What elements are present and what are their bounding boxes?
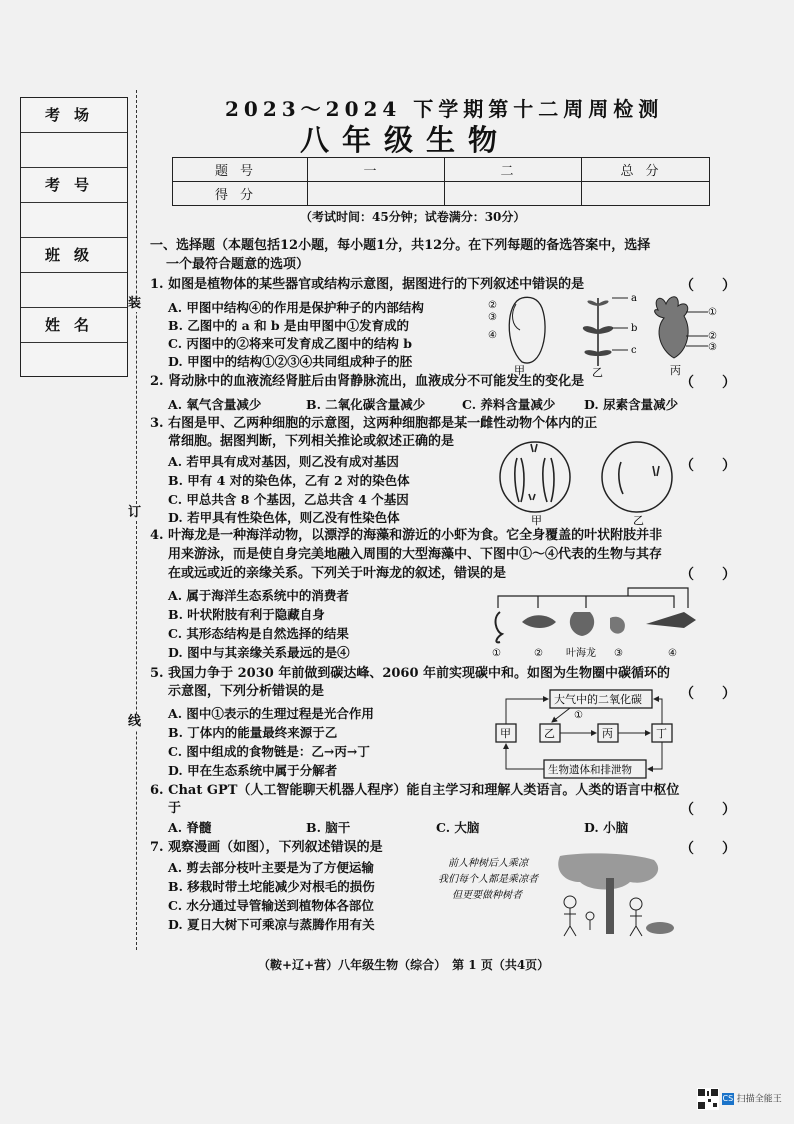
info-label-class: 班级: [21, 238, 127, 273]
q5-box-remains: 生物遗体和排泄物: [548, 764, 632, 776]
exam-info: （考试时间：45分钟；试卷满分：30分）: [300, 210, 526, 224]
q5-stem-line2: 示意图，下列分析错误的是: [168, 684, 325, 699]
score-cell-part2[interactable]: [445, 182, 582, 206]
qr-code-icon: [697, 1088, 719, 1110]
score-table: [172, 157, 710, 206]
q7-answer-paren[interactable]: （ ）: [680, 841, 736, 857]
q7-option-a: A. 剪去部分枝叶主要是为了方便运输: [168, 860, 374, 875]
q1-label-yi: 乙: [592, 366, 603, 379]
q3-option-c: C. 甲总共含 8 个基因，乙总共含 4 个基因: [168, 492, 409, 507]
q5-figure: [490, 688, 700, 784]
q1-figure: [486, 290, 726, 380]
q1-option-a: A. 甲图中结构④的作用是保护种子的内部结构: [168, 300, 424, 315]
q5-answer-paren[interactable]: （ ）: [680, 686, 736, 702]
q5-box-jia: 甲: [500, 727, 511, 740]
subject-title: 八年级生物: [300, 123, 511, 157]
q6-option-c: C. 大脑: [436, 820, 480, 835]
score-cell-part1[interactable]: [308, 182, 445, 206]
binding-mark-xian: 线: [128, 714, 142, 729]
q7-caption-line3: 但更要做种树者: [452, 890, 522, 901]
q2-option-b: B. 二氧化碳含量减少: [306, 397, 426, 412]
q6-stem-line2: 于: [168, 801, 182, 816]
q1-label-3-right: ③: [708, 342, 717, 353]
cs-icon: CS: [722, 1094, 734, 1103]
q2-stem: 2. 肾动脉中的血液流经肾脏后由肾静脉流出，血液成分不可能发生的变化是: [150, 374, 585, 389]
q7-stem: 7. 观察漫画（如图），下列叙述错误的是: [150, 840, 383, 855]
q4-option-d: D. 图中与其亲缘关系最远的是④: [168, 645, 350, 660]
q6-answer-paren[interactable]: （ ）: [680, 802, 736, 818]
score-row-label: 得分: [173, 182, 308, 206]
q3-answer-paren[interactable]: （ ）: [680, 458, 736, 474]
q4-option-b: B. 叶状附肢有利于隐藏自身: [168, 607, 325, 622]
q3-figure: [495, 440, 695, 526]
q7-option-b: B. 移栽时带土坨能减少对根毛的损伤: [168, 879, 375, 894]
info-field-exam-number[interactable]: [21, 203, 127, 238]
q3-label-jia: 甲: [531, 514, 542, 526]
score-header-total: 总分: [582, 158, 710, 182]
q3-stem-line2: 常细胞。据图判断，下列相关推论或叙述正确的是: [168, 434, 455, 449]
binding-mark-zhuang: 装: [128, 296, 142, 311]
q4-label-4: ④: [668, 648, 677, 659]
q1-option-b: B. 乙图中的 a 和 b 是由甲图中①发育成的: [168, 318, 410, 333]
q1-label-c: c: [631, 345, 637, 356]
q5-option-c: C. 图中组成的食物链是：乙→丙→丁: [168, 744, 370, 759]
q1-label-3: ③: [488, 312, 497, 323]
score-header-part2: 二: [445, 158, 582, 182]
q6-option-d: D. 小脑: [584, 820, 629, 835]
q7-caption-line2: 我们每个人都是乘凉者: [438, 874, 538, 885]
q5-option-b: B. 丁体内的能量最终来源于乙: [168, 725, 338, 740]
q1-stem: 1. 如图是植物体的某些器官或结构示意图，据图进行的下列叙述中错误的是: [150, 277, 585, 292]
q1-option-c: C. 丙图中的②将来可发育成乙图中的结构 b: [168, 336, 413, 351]
q1-label-1-right: ①: [708, 307, 717, 318]
q4-option-a: A. 属于海洋生态系统中的消费者: [168, 588, 349, 603]
q5-box-bing: 丙: [602, 727, 613, 740]
q4-figure: [478, 584, 718, 660]
q5-option-a: A. 图中①表示的生理过程是光合作用: [168, 706, 374, 721]
q3-option-b: B. 甲有 4 对的染色体，乙有 2 对的染色体: [168, 473, 410, 488]
q2-option-d: D. 尿素含量减少: [584, 397, 679, 412]
info-field-exam-room[interactable]: [21, 133, 127, 168]
info-field-name[interactable]: [21, 343, 127, 378]
q1-label-jia: 甲: [514, 364, 525, 377]
info-label-exam-number: 考号: [21, 168, 127, 203]
q6-stem-line1: 6. Chat GPT（人工智能聊天机器人程序）能自主学习和理解人类语言。人类的语言中枢位: [150, 783, 680, 798]
q4-label-leafy-seadragon: 叶海龙: [566, 648, 596, 659]
q3-option-a: A. 若甲具有成对基因，则乙没有成对基因: [168, 454, 399, 469]
q5-option-d: D. 甲在生态系统中属于分解者: [168, 763, 338, 778]
q4-label-2: ②: [534, 648, 543, 659]
q5-stem-line1: 5. 我国力争于 2030 年前做到碳达峰、2060 年前实现碳中和。如图为生物圈中碳循环的: [150, 666, 671, 681]
q3-option-d: D. 若甲具有性染色体，则乙没有性染色体: [168, 510, 400, 525]
q7-option-c: C. 水分通过导管输送到植物体各部位: [168, 898, 374, 913]
q2-answer-paren[interactable]: （ ）: [680, 375, 736, 391]
section-heading-line2: 一个最符合题意的选项）: [166, 257, 310, 272]
q3-label-yi: 乙: [633, 514, 644, 526]
q2-option-a: A. 氧气含量减少: [168, 397, 262, 412]
section-heading-line1: 一、选择题（本题包括12小题，每小题1分，共12分。在下列每题的备选答案中，选择: [150, 238, 651, 253]
q7-option-d: D. 夏日大树下可乘凉与蒸腾作用有关: [168, 917, 375, 932]
q1-option-d: D. 甲图中的结构①②③④共同组成种子的胚: [168, 354, 413, 369]
q1-label-2-right: ②: [708, 331, 717, 342]
q5-box-ding: 丁: [656, 727, 667, 740]
q1-label-2: ②: [488, 300, 497, 311]
q4-stem-line3: 在或远或近的亲缘关系。下列关于叶海龙的叙述，错误的是: [168, 566, 507, 581]
q7-caption-line1: 前人种树后人乘凉: [448, 858, 528, 869]
score-cell-total[interactable]: [582, 182, 710, 206]
score-header-label: 题号: [173, 158, 308, 182]
q1-label-4: ④: [488, 330, 497, 341]
info-label-exam-room: 考场: [21, 98, 127, 133]
q6-option-b: B. 脑干: [306, 820, 351, 835]
exam-title: 2023～2024 下学期第十二周周检测: [225, 97, 664, 121]
q4-stem-line2: 用来游泳，而是使自身完美地融入周围的大型海藻中、下图中①～④代表的生物与其存: [168, 547, 663, 562]
score-header-part1: 一: [308, 158, 445, 182]
q1-answer-paren[interactable]: （ ）: [680, 278, 736, 294]
q4-label-3: ③: [614, 648, 623, 659]
info-label-name: 姓名: [21, 308, 127, 343]
student-info-box: [20, 97, 128, 377]
q1-label-bing: 丙: [670, 364, 681, 377]
q4-stem-line1: 4. 叶海龙是一种海洋动物，以漂浮的海藻和游近的小虾为食。它全身覆盖的叶状附肢并非: [150, 528, 663, 543]
q2-option-c: C. 养料含量减少: [462, 397, 556, 412]
scanner-logo: [697, 1088, 782, 1110]
q4-answer-paren[interactable]: （ ）: [680, 567, 736, 583]
q7-cartoon: [430, 852, 690, 938]
info-field-class[interactable]: [21, 273, 127, 308]
q4-label-1: ①: [492, 648, 501, 659]
q3-stem-line1: 3. 右图是甲、乙两种细胞的示意图，这两种细胞都是某一雌性动物个体内的正: [150, 416, 598, 431]
page-footer: （鞍+辽+营）八年级生物（综合） 第 1 页（共4页）: [258, 958, 550, 972]
q1-label-a: a: [631, 293, 637, 304]
binding-mark-ding: 订: [128, 505, 142, 520]
scanner-logo-text: 扫描全能王: [736, 1094, 782, 1105]
q5-box-atmosphere: 大气中的二氧化碳: [554, 693, 642, 706]
q5-box-yi: 乙: [544, 727, 555, 740]
q6-option-a: A. 脊髓: [168, 820, 212, 835]
q1-label-b: b: [631, 323, 638, 334]
q5-label-1: ①: [574, 710, 583, 721]
q4-option-c: C. 其形态结构是自然选择的结果: [168, 626, 349, 641]
